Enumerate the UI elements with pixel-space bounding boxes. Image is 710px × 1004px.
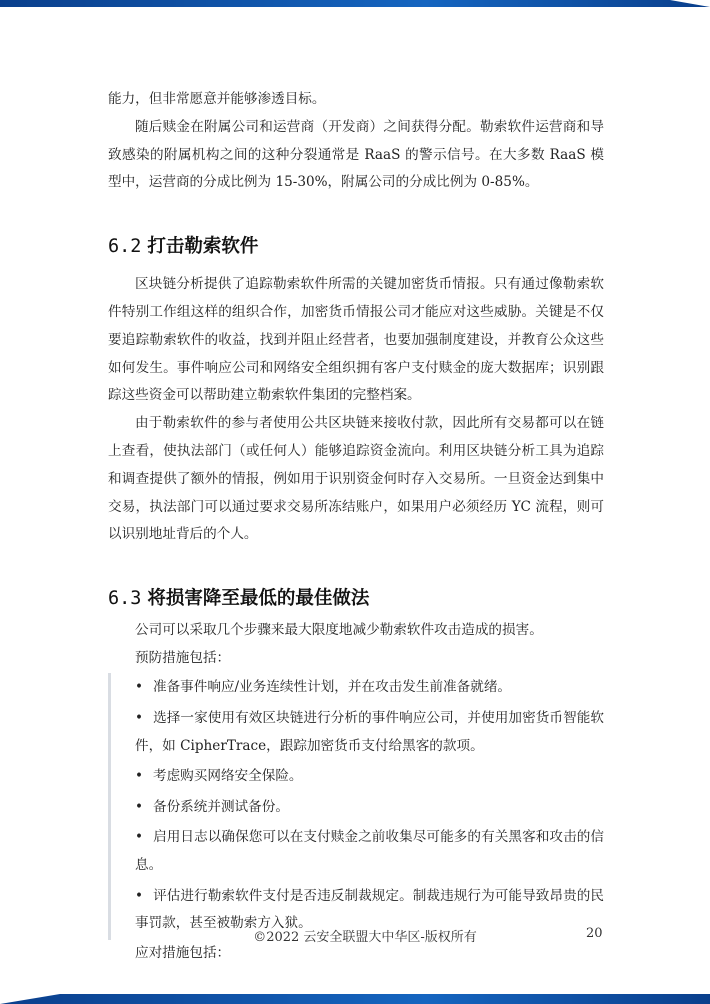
paragraph-law-enforcement: 由于勒索软件的参与者使用公共区块链来接收付款，因此所有交易都可以在链上查看，使执法部门（或任何人）能够追踪资金流向。利用区块链分析工具为追踪和调查提供了额外的情报，例如用于识别资金何时存入交易所。一旦资金达到集中交易，执法部门可以通过要求交易所冻结账户，如果用户必须经历 YC 流程，则可以识别地址背后的个人。 — [108, 415, 604, 543]
page-body — [108, 86, 604, 967]
prevent-label: 预防措施包括： — [135, 649, 231, 666]
list-item: • 评估进行勒索软件支付是否违反制裁规定。制裁违规行为可能导致昂贵的民事罚款，甚至被勒索方入狱。 — [135, 881, 604, 939]
list-item: • 选择一家使用有效区块链进行分析的事件响应公司，并使用加密货币智能软件，如 CipherTrace，跟踪加密货币支付给黑客的款项。 — [135, 703, 604, 761]
bullet-icon: • — [135, 768, 144, 785]
list-item: • 备份系统并测试备份。 — [135, 792, 604, 823]
bullet-icon: • — [135, 709, 144, 726]
respond-label: 应对措施包括： — [135, 944, 231, 961]
copyright-text: ©2022 云安全联盟大中华区-版权所有 — [253, 930, 477, 945]
bullet-icon: • — [135, 798, 144, 815]
paragraph-intro: 公司可以采取几个步骤来最大限度地减少勒索软件攻击造成的损害。 — [135, 622, 543, 639]
section-heading-6-2 — [108, 233, 604, 261]
bottom-band — [0, 994, 710, 1004]
section-title: 将损害降至最低的最佳做法 — [147, 588, 370, 610]
bullet-icon: • — [135, 679, 144, 696]
section-number: 6.2 — [108, 236, 142, 258]
paragraph-continuation: 能力，但非常愿意并能够渗透目标。 — [108, 91, 326, 107]
list-item: • 准备事件响应/业务连续性计划，并在攻击发生前准备就绪。 — [135, 673, 604, 704]
bullet-icon: • — [135, 887, 144, 904]
paragraph-blockchain-analysis: 区块链分析提供了追踪勒索软件所需的关键加密货币情报。只有通过像勒索软件特别工作组这样的组织合作，加密货币情报公司才能应对这些威胁。关键是不仅要追踪勒索软件的收益，找到并阻止经营者，也要加强制度建设，并教育公众这些如何发生。事件响应公司和网络安全组织拥有客户支付赎金的庞大数据库；识别跟踪这些资金可以帮助建立勒索软件集团的完整档案。 — [108, 276, 604, 404]
page-number: 20 — [586, 926, 603, 941]
bullet-icon: • — [135, 829, 144, 846]
section-title: 打击勒索软件 — [147, 236, 259, 258]
list-item: • 考虑购买网络安全保险。 — [135, 762, 604, 793]
top-band — [0, 0, 710, 7]
section-number: 6.3 — [108, 588, 142, 610]
prevention-list — [108, 673, 604, 940]
paragraph-ransom-split: 随后赎金在附属公司和运营商（开发商）之间获得分配。勒索软件运营商和导致感染的附属机构之间的这种分裂通常是 RaaS 的警示信号。在大多数 RaaS 模型中，运营商的分成比例为 15-30%，附属公司的分成比例为 0-85%。 — [108, 118, 604, 191]
section-heading-6-3 — [108, 585, 604, 613]
list-item: • 启用日志以确保您可以在支付赎金之前收集尽可能多的有关黑客和攻击的信息。 — [135, 823, 604, 881]
